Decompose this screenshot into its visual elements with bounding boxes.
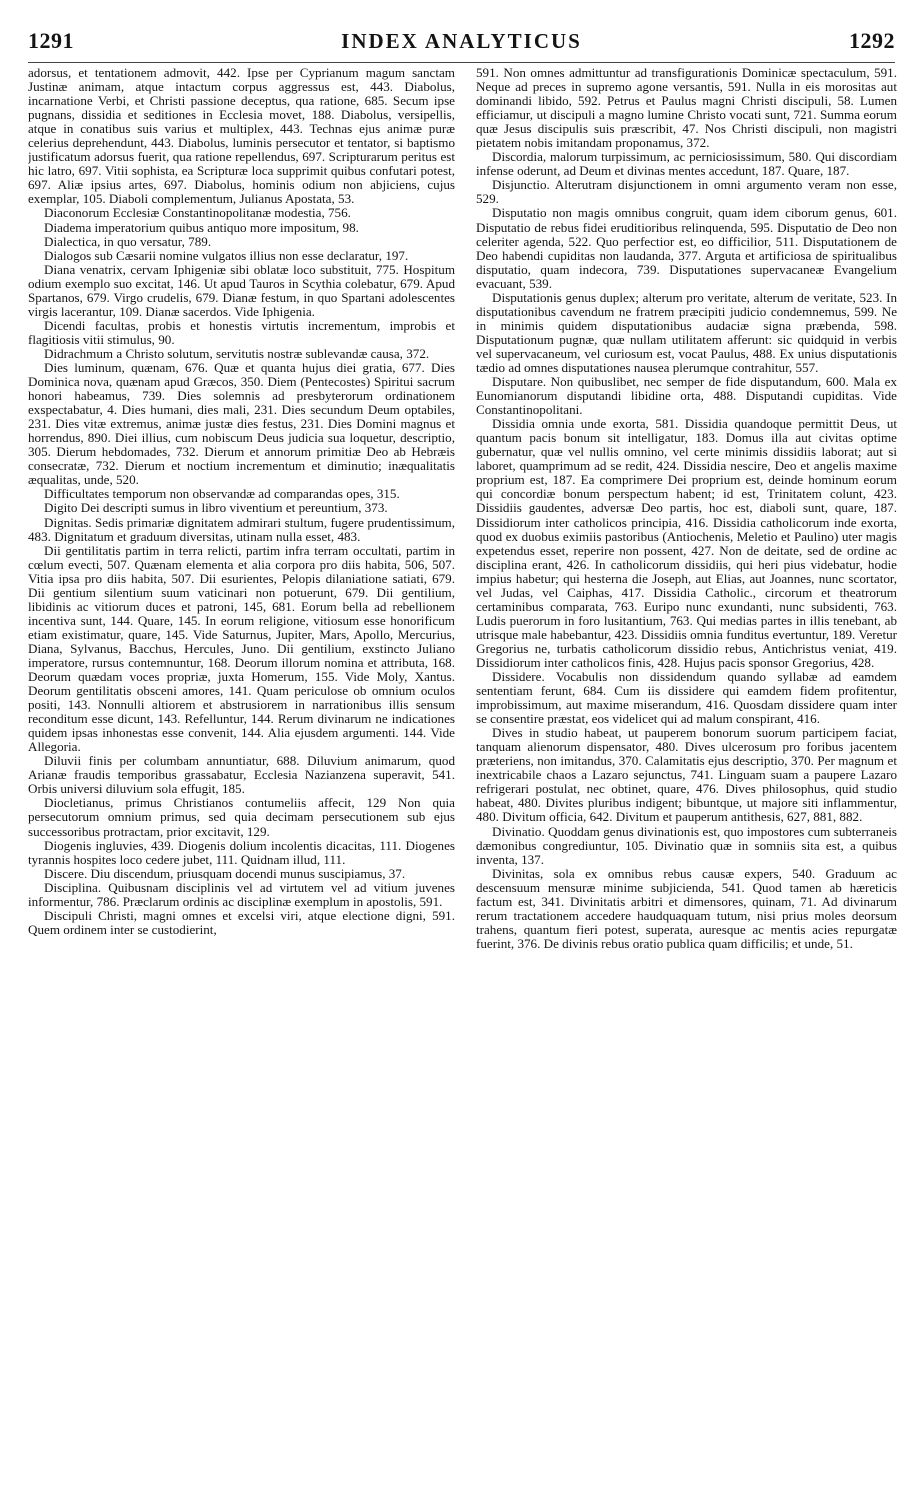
index-entry: Divinitas, sola ex omnibus rebus causæ expers, 540. Graduum ac descensuum mensuræ minime subjicienda, 541. Quod tamen ab hæreticis factum est, 341. Divinitatis arbitri et dimensores, quinam, 71. Ad divinarum rerum tractationem accedere haudquaquam tutum, nisi prius moles deorsum trahens, quantum fieri potest, superata, auresque ac mentis acies repurgatæ fuerint, 376. De divinis rebus oratio publica quam difficilis; et unde, 51. <box>476 865 897 951</box>
index-entry: Diogenis ingluvies, 439. Diogenis dolium incolentis dicacitas, 111. Diogenes tyrannis hospites loco cedere jubet, 111. Quidnam illud, 111. <box>28 837 455 867</box>
running-title: INDEX ANALYTICUS <box>341 29 582 53</box>
index-entry: Dialectica, in quo versatur, 789. <box>44 233 212 249</box>
page-header <box>28 28 895 62</box>
header-rule <box>28 62 895 63</box>
index-entry: Dicendi facultas, probis et honestis virtutis incrementum, improbis et flagitiosis vitii stimulus, 90. <box>28 317 455 347</box>
index-entry: Diaconorum Ecclesiæ Constantinopolitanæ modestia, 756. <box>44 205 351 221</box>
index-entry: Disputationis genus duplex; alterum pro veritate, alterum de veritate, 523. In disputationibus cavendum ne fratrem præcipiti judicio condemnemus, 599. Ne in minimis quidem disputationibus audaciæ signa præbenda, 598. Disputationum pugnæ, quæ nullam utilitatem afferunt: sic quidquid in verbis vel supervacaneum, vel curiosum est, vocat Paulus, 488. Ex unius disputationis tædio ad omnes disputationes nausea plerumque contrahitur, 557. <box>476 289 897 375</box>
index-entry: Didrachmum a Christo solutum, servitutis nostræ sublevandæ causa, 372. <box>44 345 430 361</box>
index-entry: Dii gentilitatis partim in terra relicti, partim infra terram occultati, partim in cœlum evecti, 507. Quænam elementa et alia corpora pro diis habita, 506, 507. Vitia ipsa pro diis habita, 507. Dii esurientes, Pelopis dilaniatione satiati, 679. Dii gentium silentium suum vaticinari non potuerunt, 679. Dii gentilium, libidinis ac vitiorum duces et patroni, 145, 681. Eorum bella ad rebellionem incentiva sunt, 144. Quare, 145. In eorum religione, vitiosum esse honorificum etiam existimatur, quare, 145. Vide Saturnus, Jupiter, Mars, Apollo, Mercurius, Diana, Sylvanus, Bacchus, Hercules, Juno. Dii gentilium, exstincto Juliano imperatore, rursus contemnuntur, 168. Deorum illorum nomina et attributa, 168. Deorum quædam voces propriæ, juxta Homerum, 155. Vide Moly, Xantus. Deorum gentilitatis obsceni amores, 141. Quam periculose ob omnium oculos positi, 143. Nonnulli altiorem et abstrusiorem in narrationibus illis sensum reconditum esse dicunt, 143. Refelluntur, 144. Rerum divinarum ne indicationes quidem ipsas inhonestas esse convenit, 144. Alia ejusdem argumenti. 144. Vide Allegoria. <box>28 542 455 755</box>
index-entry: Diadema imperatorium quibus antiquo more impositum, 98. <box>44 219 359 235</box>
index-entry: Diocletianus, primus Christianos contumeliis affecit, 129 Non quia persecutorum omnium primus, sed quia decimam persecutionem sub ejus successoribus protractam, prior excitavit, 129. <box>28 795 455 839</box>
index-entry: Diana venatrix, cervam Iphigeniæ sibi oblatæ loco substituit, 775. Hospitum odium exemplo suo excitat, 146. Ut apud Tauros in Scythia colebatur, 679. Apud Spartanos, 679. Virgo crudelis, 679. Dianæ festum, in quo Spartani adolescentes virgis lacerantur, 109. Dianæ sacerdos. Vide Iphigenia. <box>28 261 455 319</box>
index-entry: Disputare. Non quibuslibet, nec semper de fide disputandum, 600. Mala ex Eunomianorum disputandi libidine orta, 488. Disputandi cupiditas. Vide Constantinopolitani. <box>476 374 897 418</box>
index-entry: Discordia, malorum turpissimum, ac perniciosissimum, 580. Qui discordiam infense oderunt, ad Deum et divinas mentes accedunt, 187. Quare, 187. <box>476 149 897 179</box>
index-entry: Dies luminum, quænam, 676. Quæ et quanta hujus diei gratia, 677. Dies Dominica nova, quænam apud Græcos, 350. Diem (Pentecostes) Spiritui sacrum honori habeamus, 739. Dies solemnis ad presbyterorum ordinationem exspectabatur, 4. Dies humani, dies mali, 231. Dies secundum Deum optabiles, 231. Dies vitæ extremus, animæ justæ dies festus, 231. Dies Domini magnus et horrendus, 890. Diei illius, cum nobiscum Deus judicia sua loquetur, descriptio, 305. Dierum hebdomades, 732. Dierum et annorum primitiæ Deo ab Hebræis consecratæ, 732. Dierum et noctium incrementum et diminutio; inæqualitatis æqualitas, unde, 520. <box>28 359 455 488</box>
right-column <box>476 66 897 1496</box>
index-entry: Dissidere. Vocabulis non dissidendum quando syllabæ ad eamdem sententiam ferunt, 684. Cum iis dissidere qui eamdem fidem profitentur, improbissimum, aut maxime miserandum, 416. Quosdam dissidere quam inter se consentire præstat, eos videlicet qui ad malum conspirant, 416. <box>476 669 897 727</box>
left-column <box>28 66 455 1496</box>
index-entry: 591. Non omnes admittuntur ad transfigurationis Dominicæ spectaculum, 591. Neque ad preces in supremo agone versantis, 591. Nulla in eis morositas aut dominandi libido, 592. Petrus et Paulus magni Christi discipuli, 58. Lumen efficiamur, ut discipuli a magno lumine Christo vocati sunt, 721. Summa eorum quæ Jesus discipulis suis præscribit, 47. Nos Christi discipuli, non magistri pietatem nobis imitandam proponamus, 372. <box>476 66 897 151</box>
index-entry: adorsus, et tentationem admovit, 442. Ipse per Cyprianum magum sanctam Justinæ animam, atque intactum corpus aggressus est, 443. Diabolus, incarnatione Verbi, et Christi passione deceptus, qua ratione, 685. Secum ipse pugnans, dissidia et seditiones in Ecclesia movet, 188. Diabolus, versipellis, atque in conatibus suis varius et multiplex, 443. Technas ejus animæ puræ celerius deprehendunt, 443. Diabolus, luminis persecutor et tentator, si baptismo justificatum adorsus fuerit, qua ratione repellendus, 697. Scripturarum peritus est hic latro, 697. Vitii sophista, ea Scripturæ loca supprimit quibus confutari potest, 697. Aliæ ipsius artes, 697. Diabolus, hominis odium non abjiciens, cujus exemplar, 105. Diaboli complementum, Julianus Apostata, 53. <box>28 66 455 207</box>
page-number-right: 1292 <box>849 28 895 53</box>
index-entry: Disputatio non magis omnibus congruit, quam idem ciborum genus, 601. Disputatio de rebus fidei eruditioribus relinquenda, 595. Disputatio de Deo non celeriter agenda, 522. Quo perfectior est, eo difficilior, 511. Disputationem de Deo habendi cupiditas non laudanda, 377. Arguta et artificiosa de spiritualibus disputatio, quam indecora, 739. Disputationes supervacaneæ Evangelium evacuant, 539. <box>476 205 897 291</box>
index-entry: Diluvii finis per columbam annuntiatur, 688. Diluvium animarum, quod Arianæ fraudis temporibus grassabatur, Ecclesia Nazianzena superavit, 541. Orbis universi diluvium sola effugit, 185. <box>28 753 455 797</box>
index-entry: Discere. Diu discendum, priusquam docendi munus suscipiamus, 37. <box>44 865 406 881</box>
index-entry: Dissidia omnia unde exorta, 581. Dissidia quandoque permittit Deus, ut quantum pacis bonum sit intelligatur, 183. Domus illa aut civitas optime gubernatur, quæ vel nullis omnino, vel certe minimis dissidiis laborat; aut si laboret, quamprimum ad se redit, 424. Dissidia nescire, Deo et angelis maxime proprium est, 187. Ea comprimere Dei proprium est, deinde hominum eorum qui concordiæ bonum perspectum habent; id est, Trinitatem colunt, 423. Dissidiis gaudentes, adversæ Deo partis, hoc est, diaboli sunt, quare, 187. Dissidiorum inter catholicos principia, 416. Dissidia catholicorum inde exorta, quod ex duobus eximiis pastoribus (Antiochenis, Meletio et Paulino) uter magis expetendus esset, reperire non possent, 427. Non de deitate, sed de ordine ac disciplina erant, 426. In catholicorum dissidiis, qui heri pius videbatur, hodie impius habetur; qui hesterna die Joseph, aut Elias, aut Joannes, nunc scortator, vel Judas, vel Caiphas, 417. Dissidia Catholic., circorum et theatrorum certaminibus comparata, 763. Euripo nunc exundanti, nunc subsidenti, 763. Ludis puerorum in foro lusitantium, 763. Qui medias partes in illis tenebant, ab utrisque male habebantur, 423. Dissidiis omnia funditus evertuntur, 189. Veretur Gregorius ne, turbatis catholicorum dissidio rebus, Antichristus veniat, 419. Dissidiorum inter catholicos finis, 428. Hujus pacis sponsor Gregorius, 428. <box>476 416 897 670</box>
index-entry: Disciplina. Quibusnam disciplinis vel ad virtutem vel ad vitium juvenes informentur, 786. Præclarum ordinis ac disciplinæ exemplum in apostolis, 591. <box>28 879 455 909</box>
index-entry: Divinatio. Quoddam genus divinationis est, quo impostores cum subterraneis dæmonibus congrediuntur, 105. Divinatio quæ in somniis sita est, a quibus inventa, 137. <box>476 823 897 867</box>
index-entry: Dialogos sub Cæsarii nomine vulgatos illius non esse declaratur, 197. <box>44 247 409 263</box>
index-entry: Dignitas. Sedis primariæ dignitatem admirari stultum, fugere prudentissimum, 483. Dignitatum et graduum diversitas, utinam nulla esset, 483. <box>28 514 455 544</box>
index-entry: Disjunctio. Alterutram disjunctionem in omni argumento veram non esse, 529. <box>476 177 897 207</box>
page-number-left: 1291 <box>28 28 74 53</box>
index-entry: Difficultates temporum non observandæ ad comparandas opes, 315. <box>44 486 400 502</box>
index-entry: Discipuli Christi, magni omnes et excelsi viri, atque electione digni, 591. Quem ordinem inter se custodierint, <box>28 907 455 937</box>
index-entry: Dives in studio habeat, ut pauperem bonorum suorum participem faciat, tanquam alienorum dispensator, 480. Dives ulcerosum pro foribus jacentem præteriens, non imitandus, 370. Calamitatis ejus descriptio, 370. Per magnum et inextricabile chaos a Lazaro sejunctus, 741. Linguam suam a paupere Lazaro refrigerari postulat, nec obtinet, quare, 476. Dives philosophus, quid studio habeat, 480. Divites pluribus indigent; bibuntque, ut majore siti inflammentur, 480. Divitum officia, 642. Divitum et pauperum antithesis, 627, 881, 882. <box>476 725 897 825</box>
index-entry: Digito Dei descripti sumus in libro viventium et pereuntium, 373. <box>44 500 388 516</box>
